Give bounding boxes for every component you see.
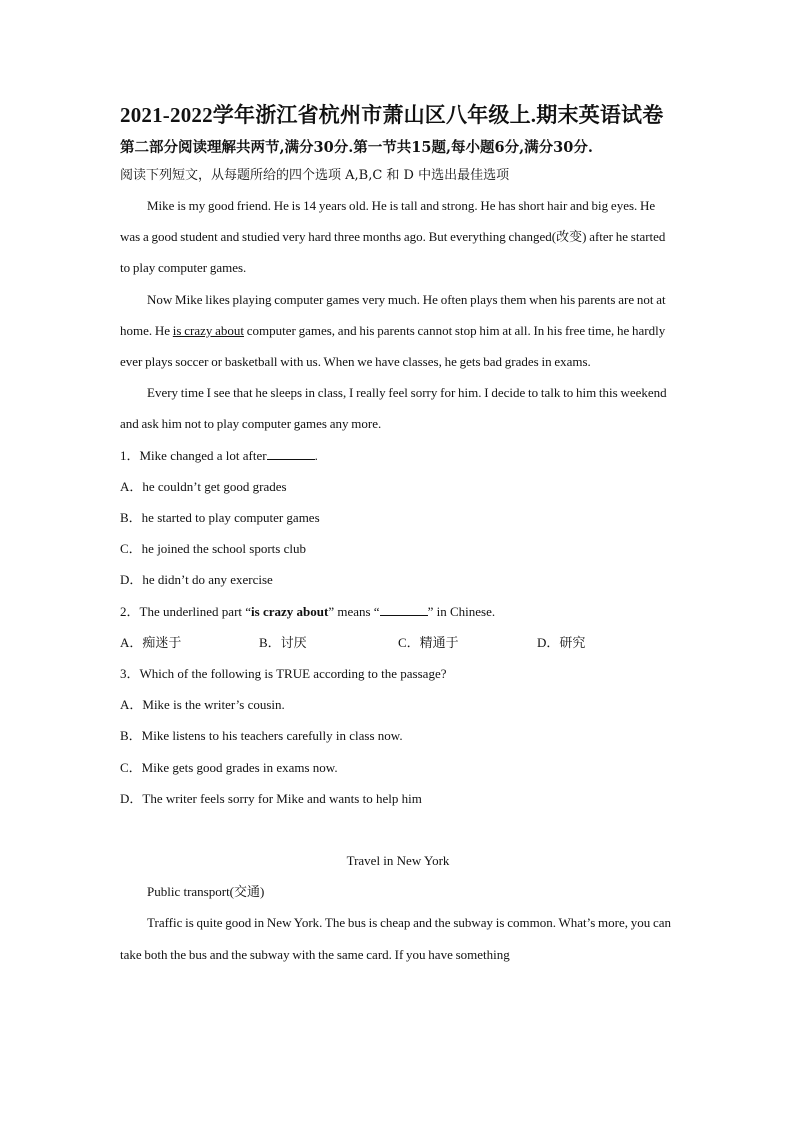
passage2-title: Travel in New York — [346, 853, 450, 869]
answer-blank — [380, 603, 428, 616]
question-1-text: 1．Mike changed a lot after — [120, 447, 267, 463]
question-1-stem — [120, 440, 676, 471]
question-3-option-a: A．Mike is the writer’s cousin. — [120, 697, 285, 713]
question-2-text-b: ” means “ — [328, 603, 380, 619]
question-1-option-d: D．he didn’t do any exercise — [120, 572, 273, 588]
passage1-paragraph-1: Mike is my good friend. He is 14 years old. He is tall and strong. He has short hair and big eyes. He was a good student and studied very hard three months ago. But everything changed(改变) after he started to play computer games. — [120, 198, 666, 276]
section-heading: 第二部分阅读理解共两节,满分30分.第一节共15题,每小题6分,满分30分. — [120, 139, 593, 156]
question-2-stem — [120, 596, 676, 627]
passage1-paragraph-3: Every time I see that he sleeps in class, I really feel sorry for him. I decide to talk to him this weekend and ask him not to play computer games any more. — [120, 385, 667, 432]
question-2-option-b: B．讨厌 — [259, 634, 307, 650]
question-1-option-a: A．he couldn’t get good grades — [120, 478, 287, 494]
question-3-option-d: D．The writer feels sorry for Mike and wants to help him — [120, 790, 422, 806]
question-2-option-d: D．研究 — [537, 634, 586, 650]
answer-blank — [267, 447, 315, 460]
passage1-paragraph-2 — [120, 284, 676, 378]
passage2-paragraph-1: Traffic is quite good in New York. The bus is cheap and the subway is common. What’s more, you can take both the bus and the subway with the same card. If you have something — [120, 915, 672, 962]
passage1-paragraph-2-start: Now Mike likes playing computer games very much. He often plays them when his parents are not at home. He — [120, 291, 666, 338]
question-2-option-c: C．精通于 — [398, 634, 459, 650]
section-spacer — [120, 814, 676, 845]
question-2-options — [120, 627, 676, 658]
question-2-text-c: ” in Chinese. — [427, 603, 496, 619]
question-3-option-b: B．Mike listens to his teachers carefully in class now. — [120, 728, 403, 744]
question-1-period: . — [314, 447, 318, 463]
reading-instruction: 阅读下列短文，从每题所给的四个选项 A,B,C 和 D 中选出最佳选项 — [120, 168, 510, 183]
question-2-text-a: 2．The underlined part “ — [120, 603, 252, 619]
underlined-phrase: is crazy about — [172, 322, 244, 338]
passage1-paragraph-2-end: computer games, and his parents cannot stop him at all. In his free time, he hardly ever plays soccer or basketball with us. When we have classes, he gets bad grades in exams. — [120, 322, 666, 370]
question-3-option-c: C．Mike gets good grades in exams now. — [120, 759, 338, 775]
exam-title: 2021-2022学年浙江省杭州市萧山区八年级上.期末英语试卷 — [120, 103, 664, 127]
question-2-bold-phrase: is crazy about — [251, 603, 329, 619]
question-1-option-c: C．he joined the school sports club — [120, 541, 306, 557]
passage2-heading: Public transport(交通) — [147, 884, 265, 900]
document-content — [120, 98, 676, 970]
question-2-option-a: A．痴迷于 — [120, 634, 182, 650]
question-3-stem: 3．Which of the following is TRUE according to the passage? — [120, 666, 447, 682]
question-1-option-b: B．he started to play computer games — [120, 510, 320, 526]
